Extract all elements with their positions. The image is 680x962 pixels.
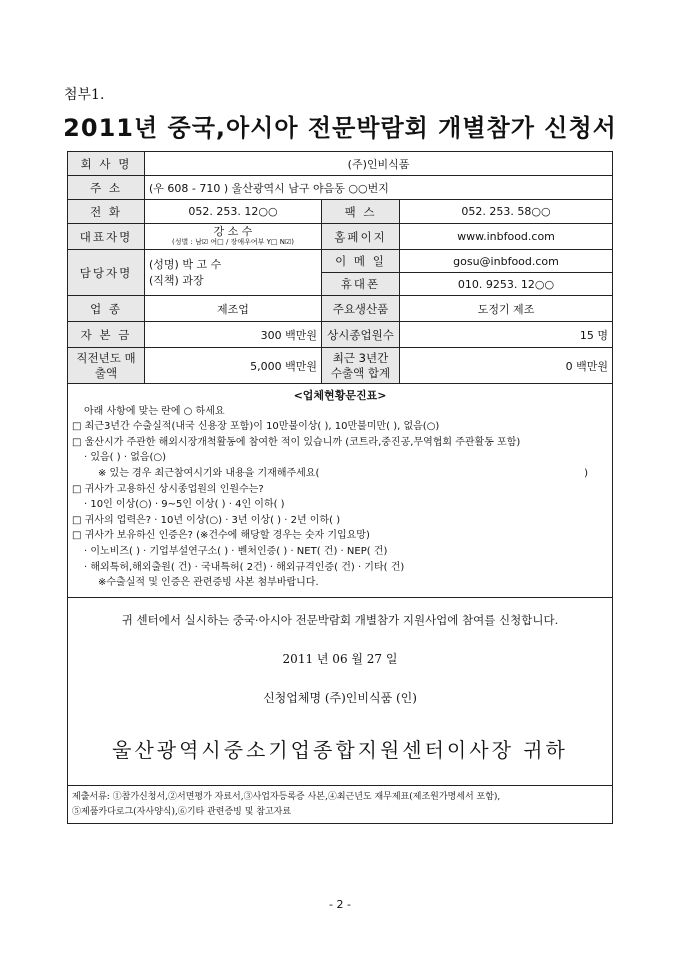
homepage-label: 홈페이지	[322, 224, 400, 250]
phone-label: 전 화	[68, 200, 145, 224]
contact-label: 담당자명	[68, 250, 145, 296]
certification-note: ※수출실적 및 인증은 관련증빙 사본 첨부바랍니다.	[98, 577, 319, 589]
page-number: - 2 -	[329, 898, 351, 911]
application-form	[67, 151, 613, 824]
main-product-value[interactable]: 도정기 제조	[400, 296, 613, 322]
question-export-record[interactable]: □ 최근3년간 수출실적(내국 신용장 포함)이 10만불이상( ), 10만불미만( ), 없음(○)	[72, 421, 440, 433]
submission-line-1: 제출서류: ①참가신청서,②서면평가 자료서,③사업자등록증 사본,④최근년도 재무제표(제조원가명세서 포함),	[72, 791, 501, 802]
page-title: 2011년 중국,아시아 전문박람회 개별참가 신청서	[63, 114, 617, 142]
signature-section	[68, 597, 613, 823]
address-label: 주 소	[68, 176, 145, 200]
overseas-activity-detail[interactable]: ※ 있는 경우 최근참여시기와 내용을 기재해주세요(	[98, 467, 320, 479]
status-intro: 아래 사항에 맞는 란에 ○ 하세요	[84, 405, 225, 417]
industry-value[interactable]: 제조업	[145, 296, 322, 322]
ceo-note: (성별 : 남☑ 여□ / 장애우여부 Y□ N☑)	[172, 237, 294, 246]
prev-sales-label: 직전년도 매출액	[68, 348, 145, 384]
application-date[interactable]: 2011 년 06 월 27 일	[282, 651, 398, 666]
employees-value[interactable]: 15 명	[400, 322, 613, 348]
contact-name[interactable]: (성명) 박 고 수	[149, 257, 222, 271]
capital-value[interactable]: 300 백만원	[145, 322, 322, 348]
certification-options-1[interactable]: · 이노비즈( ) · 기업부설연구소( ) · 벤처인증( ) · NET( 건) · NEP( 건)	[84, 545, 388, 557]
mobile-value[interactable]: 010. 9253. 12○○	[400, 273, 613, 296]
overseas-activity-detail-end: )	[584, 467, 589, 479]
fax-value[interactable]: 052. 253. 58○○	[400, 200, 613, 224]
applicant-name[interactable]: 신청업체명 (주)인비식품 (인)	[263, 690, 417, 705]
question-overseas-activity[interactable]: □ 울산시가 주관한 해외시장개척활동에 참여한 적이 있습니까 (코트라,중진공,무역협회 주관활동 포함)	[72, 436, 521, 448]
application-statement: 귀 센터에서 실시하는 중국·아시아 전문박람회 개별참가 지원사업에 참여를 신청합니다.	[121, 612, 559, 627]
certification-options-2[interactable]: · 해외특허,해외출원( 건) · 국내특허( 2건) · 해외규격인증( 건) · 기타( 건)	[84, 561, 405, 573]
status-questionnaire	[68, 384, 613, 598]
company-label: 회 사 명	[68, 152, 145, 176]
question-employees[interactable]: □ 귀사가 고용하신 상시종업원의 인원수는?	[72, 483, 264, 495]
address-value[interactable]: (우 608 - 710 ) 울산광역시 남구 야음동 ○○번지	[145, 176, 613, 200]
ceo-name[interactable]: 강 소 수	[213, 224, 253, 238]
question-business-years[interactable]: □ 귀사의 업력은? · 10년 이상(○) · 3년 이상( ) · 2년 이하( )	[72, 514, 341, 526]
export3-label: 최근 3년간 수출액 합계	[322, 348, 400, 384]
email-value[interactable]: gosu@inbfood.com	[400, 250, 613, 273]
prev-sales-value[interactable]: 5,000 백만원	[145, 348, 322, 384]
homepage-value[interactable]: www.inbfood.com	[400, 224, 613, 250]
email-label: 이 메 일	[322, 250, 400, 273]
company-value[interactable]: (주)인비식품	[145, 152, 613, 176]
attachment-label: 첨부1.	[64, 87, 105, 103]
submission-documents	[68, 785, 612, 823]
phone-value[interactable]: 052. 253. 12○○	[145, 200, 322, 224]
export3-value[interactable]: 0 백만원	[400, 348, 613, 384]
ceo-label: 대표자명	[68, 224, 145, 250]
question-certifications[interactable]: □ 귀사가 보유하신 인증은? (※건수에 해당할 경우는 숫자 기입요망)	[72, 530, 370, 542]
status-heading: <업체현황문진표>	[293, 389, 387, 402]
contact-title[interactable]: (직책) 과장	[149, 273, 204, 287]
industry-label: 업 종	[68, 296, 145, 322]
fax-label: 팩 스	[322, 200, 400, 224]
recipient: 울산광역시중소기업종합지원센터이사장 귀하	[112, 737, 568, 762]
employees-label: 상시종업원수	[322, 322, 400, 348]
capital-label: 자 본 금	[68, 322, 145, 348]
overseas-activity-options[interactable]: · 있음( ) · 없음(○)	[84, 452, 167, 464]
main-product-label: 주요생산품	[322, 296, 400, 322]
submission-line-2: ⑤제품카다로그(자사양식),⑥기타 관련증빙 및 참고자료	[72, 806, 292, 817]
mobile-label: 휴대폰	[322, 273, 400, 296]
employees-options[interactable]: · 10인 이상(○) · 9~5인 이상( ) · 4인 이하( )	[84, 499, 285, 511]
